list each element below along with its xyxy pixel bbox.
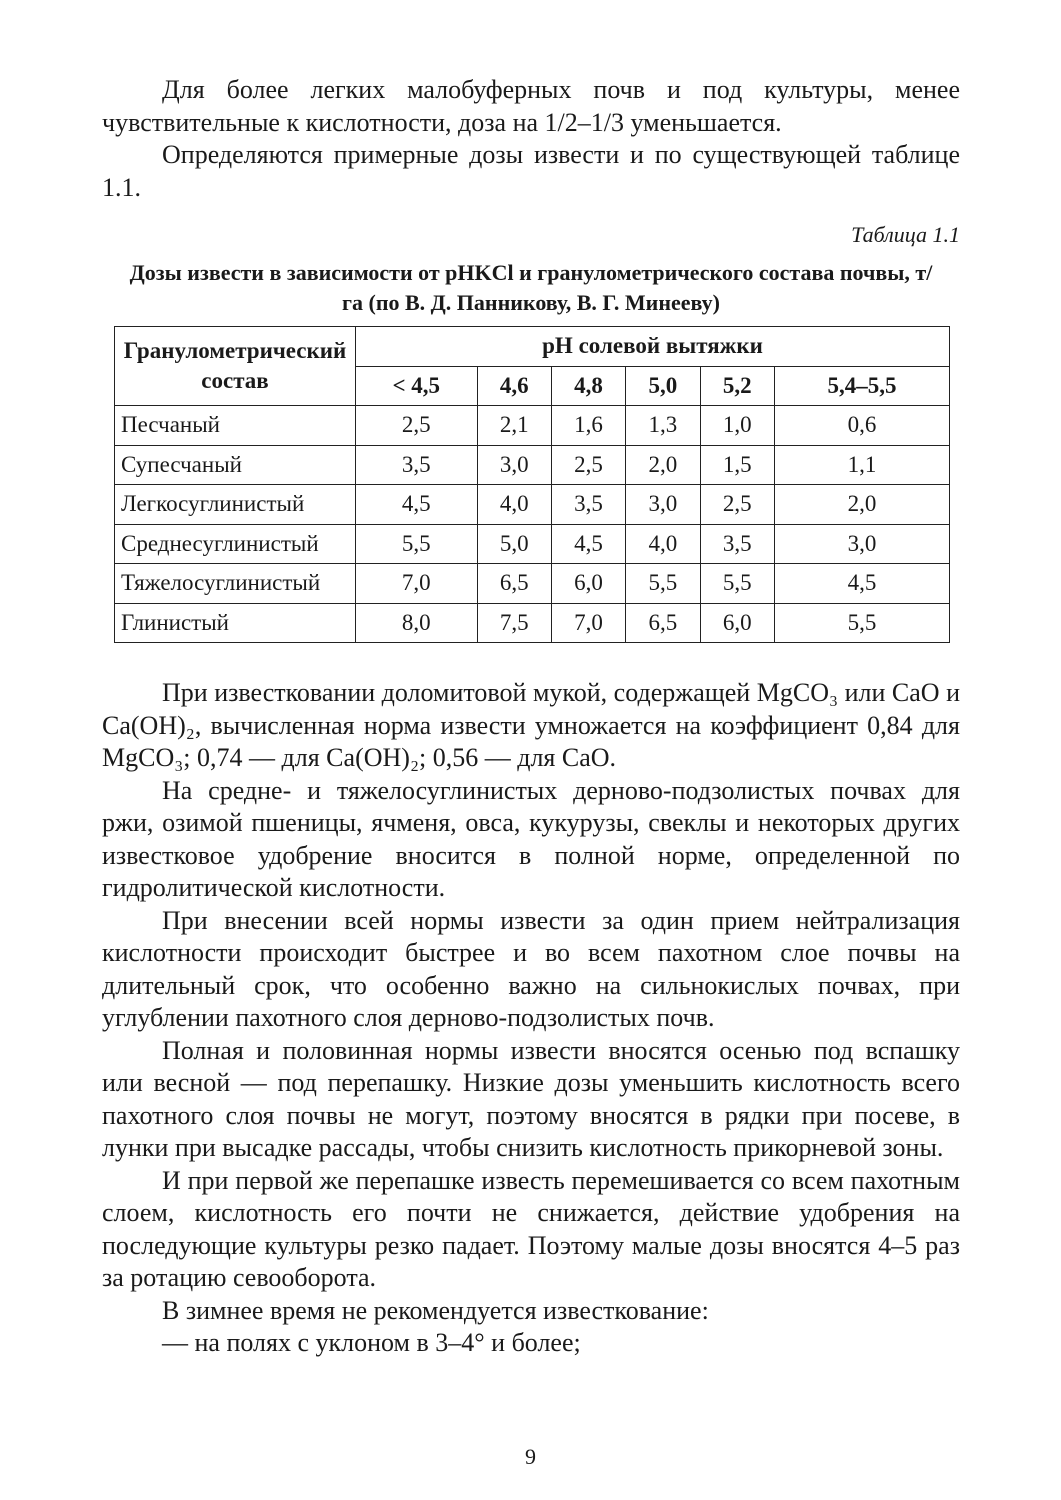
dose-value-cell: 3,5 [551, 485, 625, 525]
intro-paragraph-1: Для более легких малобуферных почв и под культуры, менее чувствительные к кислотности, доза на 1/2–1/3 уменьшается. [102, 75, 960, 137]
body-paragraph-6: В зимнее время не рекомендуется известкование: [162, 1295, 709, 1325]
dose-value-cell: 1,0 [700, 406, 774, 446]
table-label: Таблица 1.1 [851, 222, 960, 247]
dose-value-cell: 2,5 [551, 445, 625, 485]
dose-value-cell: 3,0 [477, 445, 551, 485]
table-row [115, 485, 950, 525]
dose-value-cell: 2,0 [774, 485, 949, 525]
dose-value-cell: 7,0 [551, 603, 625, 643]
soil-type-cell: Глинистый [115, 603, 356, 643]
dose-value-cell: 3,5 [356, 445, 478, 485]
dose-value-cell: 4,0 [626, 524, 700, 564]
page-content [102, 74, 960, 1360]
dose-value-cell: 6,5 [477, 564, 551, 604]
dose-value-cell: 3,5 [700, 524, 774, 564]
dose-value-cell: 1,3 [626, 406, 700, 446]
dose-value-cell: 8,0 [356, 603, 478, 643]
body-paragraph-5: И при первой же перепашке известь перемешивается со всем пахотным слоем, кислотность его почти не снижается, действие удобрения на последующие культуры резко падает. Поэтому малые дозы вносятся 4–5 раз за ротацию севооборота. [102, 1165, 960, 1292]
header-granulometric: Гранулометрический состав [115, 327, 356, 406]
body-text [102, 677, 960, 1360]
dose-value-cell: 7,5 [477, 603, 551, 643]
header-ph-value: 5,0 [626, 366, 700, 406]
dose-value-cell: 6,0 [551, 564, 625, 604]
header-ph-value: 4,8 [551, 366, 625, 406]
table-row [115, 445, 950, 485]
body-paragraph-1: При известковании доломитовой мукой, содержащей MgCO₃ или CaO и Ca(OH)₂, вычисленная норма извести умножается на коэффициент 0,84 для MgCO₃; 0,74 — для Ca(OH)₂; 0,56 — для CaO. [102, 678, 960, 772]
dose-value-cell: 4,5 [551, 524, 625, 564]
soil-type-cell: Легкосуглинистый [115, 485, 356, 525]
soil-type-cell: Песчаный [115, 406, 356, 446]
soil-type-cell: Тяжелосуглинистый [115, 564, 356, 604]
body-paragraph-2: На средне- и тяжелосуглинистых дерново-подзолистых почвах для ржи, озимой пшеницы, ячменя, овса, кукурузы, свеклы и некоторых других известковое удобрение вносится в полной норме, определенной по гидролитической кислотности. [102, 775, 960, 902]
dose-value-cell: 5,5 [626, 564, 700, 604]
header-ph-value: 4,6 [477, 366, 551, 406]
dose-value-cell: 2,5 [700, 485, 774, 525]
dose-value-cell: 5,5 [700, 564, 774, 604]
table-row [115, 524, 950, 564]
table-row [115, 603, 950, 643]
intro-paragraph-2: Определяются примерные дозы извести и по существующей таблице 1.1. [102, 140, 960, 202]
dose-value-cell: 4,5 [774, 564, 949, 604]
dose-value-cell: 4,0 [477, 485, 551, 525]
header-ph-value: 5,2 [700, 366, 774, 406]
dose-value-cell: 5,0 [477, 524, 551, 564]
dose-value-cell: 7,0 [356, 564, 478, 604]
dose-value-cell: 5,5 [356, 524, 478, 564]
header-ph-value: < 4,5 [356, 366, 478, 406]
header-ph-value: 5,4–5,5 [774, 366, 949, 406]
dose-value-cell: 5,5 [774, 603, 949, 643]
dose-value-cell: 6,0 [700, 603, 774, 643]
body-paragraph-7: — на полях с уклоном в 3–4° и более; [162, 1328, 581, 1357]
table-row [115, 406, 950, 446]
table-title: Дозы извести в зависимости от pHKCl и гранулометрического состава почвы, т/га (по В. Д. Панникову, В. Г. Минееву) [129, 260, 933, 315]
table-row [115, 564, 950, 604]
dose-value-cell: 2,0 [626, 445, 700, 485]
dose-value-cell: 1,1 [774, 445, 949, 485]
lime-dose-table [114, 326, 950, 643]
body-paragraph-4: Полная и половинная нормы извести вносятся осенью под вспашку или весной — под перепашку. Низкие дозы уменьшить кислотность всего пахотного слоя почвы не могут, поэтому вносятся в рядки при посеве, в лунки при высадке рассады, чтобы снизить кислотность прикорневой зоны. [102, 1035, 960, 1162]
dose-value-cell: 2,1 [477, 406, 551, 446]
body-paragraph-3: При внесении всей нормы извести за один прием нейтрализация кислотности происходит быстрее и во всем пахотном слое почвы на длительный срок, что особенно важно на сильнокислых почвах, при углублении пахотного слоя дерново-подзолистых почв. [102, 905, 960, 1032]
soil-type-cell: Супесчаный [115, 445, 356, 485]
soil-type-cell: Среднесуглинистый [115, 524, 356, 564]
header-ph-group: pH солевой вытяжки [356, 327, 950, 367]
table-body [115, 406, 950, 643]
dose-value-cell: 3,0 [774, 524, 949, 564]
dose-value-cell: 4,5 [356, 485, 478, 525]
dose-value-cell: 1,5 [700, 445, 774, 485]
dose-value-cell: 3,0 [626, 485, 700, 525]
dose-value-cell: 6,5 [626, 603, 700, 643]
dose-value-cell: 2,5 [356, 406, 478, 446]
page-number: 9 [525, 1444, 536, 1469]
dose-value-cell: 0,6 [774, 406, 949, 446]
dose-value-cell: 1,6 [551, 406, 625, 446]
